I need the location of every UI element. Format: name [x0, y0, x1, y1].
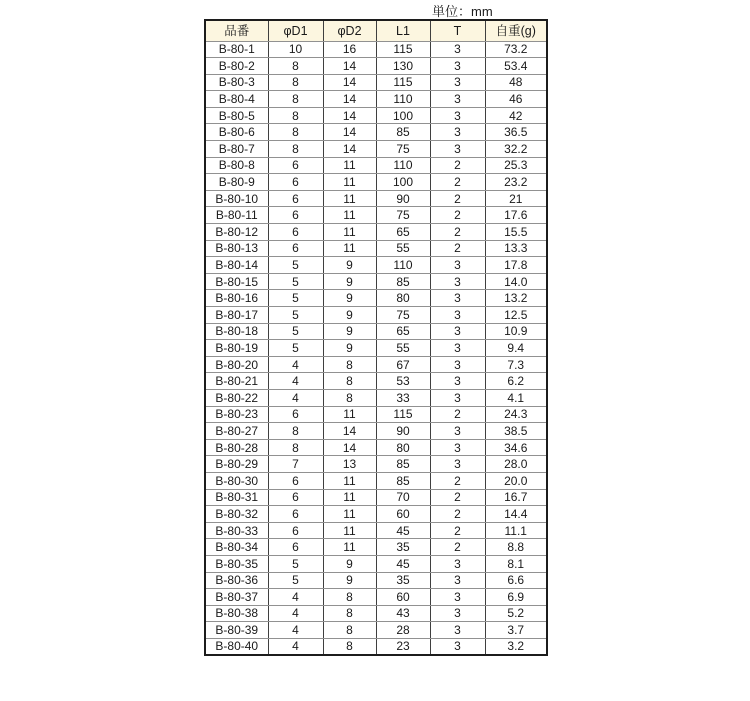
- table-cell: 21: [485, 190, 547, 207]
- table-cell: 3: [430, 572, 485, 589]
- table-cell: 4: [268, 373, 323, 390]
- table-cell: 38.5: [485, 423, 547, 440]
- table-row: [205, 340, 547, 357]
- table-cell: 33: [376, 389, 430, 406]
- table-cell: 130: [376, 58, 430, 75]
- table-cell: 17.6: [485, 207, 547, 224]
- table-cell: B-80-4: [205, 91, 268, 108]
- table-cell: 10.9: [485, 323, 547, 340]
- table-cell: 2: [430, 224, 485, 241]
- column-header-d1: φD1: [268, 20, 323, 41]
- table-cell: B-80-31: [205, 489, 268, 506]
- table-row: [205, 489, 547, 506]
- table-row: [205, 472, 547, 489]
- table-cell: 16: [323, 41, 376, 58]
- column-header-d2: φD2: [323, 20, 376, 41]
- table-cell: 3: [430, 356, 485, 373]
- table-cell: 14: [323, 58, 376, 75]
- table-cell: B-80-32: [205, 506, 268, 523]
- table-cell: 36.5: [485, 124, 547, 141]
- table-cell: 45: [376, 555, 430, 572]
- table-cell: 5: [268, 290, 323, 307]
- table-cell: B-80-33: [205, 522, 268, 539]
- table-cell: 9: [323, 257, 376, 274]
- table-cell: 48: [485, 74, 547, 91]
- table-row: [205, 373, 547, 390]
- table-cell: 3: [430, 273, 485, 290]
- table-cell: B-80-10: [205, 190, 268, 207]
- table-cell: B-80-22: [205, 389, 268, 406]
- table-cell: 11: [323, 522, 376, 539]
- table-cell: 115: [376, 406, 430, 423]
- table-cell: 6: [268, 522, 323, 539]
- table-cell: 80: [376, 439, 430, 456]
- table-cell: B-80-5: [205, 107, 268, 124]
- table-cell: 3: [430, 141, 485, 158]
- table-cell: 8: [268, 74, 323, 91]
- table-cell: 4: [268, 622, 323, 639]
- table-cell: B-80-9: [205, 174, 268, 191]
- table-cell: 8: [268, 423, 323, 440]
- table-cell: 9: [323, 340, 376, 357]
- table-cell: 8: [323, 389, 376, 406]
- table-cell: B-80-38: [205, 605, 268, 622]
- table-row: [205, 257, 547, 274]
- table-cell: 6: [268, 240, 323, 257]
- table-cell: 2: [430, 522, 485, 539]
- table-cell: 6: [268, 506, 323, 523]
- table-cell: 60: [376, 589, 430, 606]
- table-row: [205, 605, 547, 622]
- table-cell: 11: [323, 207, 376, 224]
- table-cell: B-80-36: [205, 572, 268, 589]
- column-header-part-number: 品番: [205, 20, 268, 41]
- table-cell: 13.3: [485, 240, 547, 257]
- table-cell: 11: [323, 472, 376, 489]
- table-row: [205, 157, 547, 174]
- table-cell: B-80-35: [205, 555, 268, 572]
- table-cell: 14: [323, 74, 376, 91]
- table-cell: 28.0: [485, 456, 547, 473]
- table-row: [205, 41, 547, 58]
- table-cell: 11: [323, 157, 376, 174]
- table-cell: 14: [323, 107, 376, 124]
- table-cell: 3: [430, 389, 485, 406]
- table-cell: 9: [323, 572, 376, 589]
- table-cell: 8: [323, 373, 376, 390]
- table-cell: 3: [430, 107, 485, 124]
- table-cell: 2: [430, 506, 485, 523]
- table-cell: 11: [323, 506, 376, 523]
- table-cell: 4: [268, 389, 323, 406]
- table-cell: 11: [323, 539, 376, 556]
- table-cell: 3: [430, 91, 485, 108]
- table-row: [205, 190, 547, 207]
- table-cell: 17.8: [485, 257, 547, 274]
- table-cell: 2: [430, 472, 485, 489]
- table-row: [205, 273, 547, 290]
- table-cell: 45: [376, 522, 430, 539]
- table-cell: 70: [376, 489, 430, 506]
- table-cell: B-80-29: [205, 456, 268, 473]
- table-body: [205, 41, 547, 655]
- table-cell: 75: [376, 141, 430, 158]
- table-cell: 75: [376, 207, 430, 224]
- table-cell: 55: [376, 340, 430, 357]
- table-cell: 110: [376, 91, 430, 108]
- table-cell: B-80-28: [205, 439, 268, 456]
- table-cell: 14: [323, 124, 376, 141]
- table-cell: 60: [376, 506, 430, 523]
- table-cell: 3: [430, 456, 485, 473]
- table-cell: 3: [430, 439, 485, 456]
- table-cell: 2: [430, 190, 485, 207]
- table-cell: 6.6: [485, 572, 547, 589]
- table-cell: 14: [323, 91, 376, 108]
- table-cell: 3: [430, 555, 485, 572]
- table-cell: 8: [323, 638, 376, 655]
- table-cell: 46: [485, 91, 547, 108]
- table-cell: 11: [323, 190, 376, 207]
- table-cell: 9: [323, 555, 376, 572]
- table-cell: B-80-16: [205, 290, 268, 307]
- table-cell: 43: [376, 605, 430, 622]
- table-cell: 8: [323, 589, 376, 606]
- table-cell: 9: [323, 290, 376, 307]
- table-cell: 5: [268, 555, 323, 572]
- table-row: [205, 406, 547, 423]
- table-cell: B-80-6: [205, 124, 268, 141]
- column-header-l1: L1: [376, 20, 430, 41]
- table-cell: 9.4: [485, 340, 547, 357]
- table-cell: 85: [376, 456, 430, 473]
- table-cell: 3: [430, 638, 485, 655]
- table-row: [205, 572, 547, 589]
- table-cell: 34.6: [485, 439, 547, 456]
- table-cell: B-80-13: [205, 240, 268, 257]
- table-cell: 5: [268, 273, 323, 290]
- table-cell: 3.7: [485, 622, 547, 639]
- table-cell: B-80-8: [205, 157, 268, 174]
- table-row: [205, 522, 547, 539]
- table-cell: 3: [430, 124, 485, 141]
- table-cell: 5: [268, 257, 323, 274]
- table-cell: 3: [430, 605, 485, 622]
- table-cell: 11: [323, 174, 376, 191]
- table-cell: 3: [430, 622, 485, 639]
- table-cell: 2: [430, 157, 485, 174]
- table-cell: 8: [268, 439, 323, 456]
- table-cell: 15.5: [485, 224, 547, 241]
- table-cell: 8: [323, 622, 376, 639]
- table-cell: 6: [268, 207, 323, 224]
- table-cell: 3: [430, 41, 485, 58]
- table-row: [205, 638, 547, 655]
- table-cell: 5: [268, 340, 323, 357]
- table-cell: B-80-14: [205, 257, 268, 274]
- table-cell: 80: [376, 290, 430, 307]
- table-cell: B-80-20: [205, 356, 268, 373]
- table-cell: 4: [268, 638, 323, 655]
- table-cell: 16.7: [485, 489, 547, 506]
- table-cell: 3: [430, 589, 485, 606]
- table-cell: 5.2: [485, 605, 547, 622]
- table-header-row: [205, 20, 547, 41]
- table-row: [205, 240, 547, 257]
- table-cell: 2: [430, 174, 485, 191]
- table-cell: 24.3: [485, 406, 547, 423]
- table-cell: 55: [376, 240, 430, 257]
- table-cell: B-80-2: [205, 58, 268, 75]
- table-cell: 3: [430, 74, 485, 91]
- table-cell: B-80-19: [205, 340, 268, 357]
- table-cell: 3: [430, 58, 485, 75]
- table-cell: 3: [430, 290, 485, 307]
- table-cell: 8.1: [485, 555, 547, 572]
- table-cell: 5: [268, 307, 323, 324]
- table-cell: 3: [430, 257, 485, 274]
- table-cell: 2: [430, 489, 485, 506]
- table-cell: 4.1: [485, 389, 547, 406]
- table-cell: B-80-7: [205, 141, 268, 158]
- table-cell: 3.2: [485, 638, 547, 655]
- table-cell: 11: [323, 406, 376, 423]
- table-cell: 7.3: [485, 356, 547, 373]
- table-cell: 85: [376, 124, 430, 141]
- table-cell: B-80-39: [205, 622, 268, 639]
- table-row: [205, 356, 547, 373]
- table-cell: 75: [376, 307, 430, 324]
- table-cell: 14: [323, 423, 376, 440]
- table-row: [205, 141, 547, 158]
- table-cell: 8: [268, 124, 323, 141]
- table-cell: 14: [323, 439, 376, 456]
- table-cell: B-80-40: [205, 638, 268, 655]
- table-row: [205, 107, 547, 124]
- table-cell: B-80-30: [205, 472, 268, 489]
- table-cell: 2: [430, 207, 485, 224]
- table-cell: 53.4: [485, 58, 547, 75]
- table-cell: 35: [376, 572, 430, 589]
- table-cell: 6: [268, 489, 323, 506]
- table-cell: 11: [323, 489, 376, 506]
- table-cell: B-80-1: [205, 41, 268, 58]
- table-cell: 5: [268, 572, 323, 589]
- table-cell: 8: [268, 107, 323, 124]
- table-cell: 9: [323, 323, 376, 340]
- table-cell: 65: [376, 224, 430, 241]
- table-cell: 90: [376, 423, 430, 440]
- table-cell: 13.2: [485, 290, 547, 307]
- table-cell: 10: [268, 41, 323, 58]
- table-cell: 6: [268, 174, 323, 191]
- table-cell: 6: [268, 157, 323, 174]
- table-cell: 42: [485, 107, 547, 124]
- table-row: [205, 589, 547, 606]
- table-row: [205, 58, 547, 75]
- table-cell: B-80-21: [205, 373, 268, 390]
- table-cell: 23: [376, 638, 430, 655]
- table-cell: 8: [268, 91, 323, 108]
- table-cell: 3: [430, 323, 485, 340]
- table-cell: 6: [268, 406, 323, 423]
- table-cell: B-80-23: [205, 406, 268, 423]
- column-header-weight: 自重(g): [485, 20, 547, 41]
- table-row: [205, 307, 547, 324]
- table-cell: 90: [376, 190, 430, 207]
- table-cell: 11.1: [485, 522, 547, 539]
- table-cell: 14.4: [485, 506, 547, 523]
- table-cell: 11: [323, 240, 376, 257]
- table-cell: 67: [376, 356, 430, 373]
- table-row: [205, 174, 547, 191]
- table-row: [205, 323, 547, 340]
- table-cell: B-80-15: [205, 273, 268, 290]
- table-cell: 6.9: [485, 589, 547, 606]
- table-cell: 4: [268, 605, 323, 622]
- table-row: [205, 439, 547, 456]
- table-row: [205, 506, 547, 523]
- table-cell: 25.3: [485, 157, 547, 174]
- table-cell: 9: [323, 307, 376, 324]
- table-cell: 8: [323, 605, 376, 622]
- table-row: [205, 423, 547, 440]
- table-row: [205, 224, 547, 241]
- table-cell: 3: [430, 340, 485, 357]
- table-row: [205, 74, 547, 91]
- table-row: [205, 389, 547, 406]
- table-row: [205, 539, 547, 556]
- table-cell: 14: [323, 141, 376, 158]
- table-cell: 20.0: [485, 472, 547, 489]
- table-cell: 2: [430, 539, 485, 556]
- table-cell: 115: [376, 41, 430, 58]
- table-cell: 11: [323, 224, 376, 241]
- table-cell: B-80-3: [205, 74, 268, 91]
- table-cell: 110: [376, 257, 430, 274]
- table-cell: B-80-27: [205, 423, 268, 440]
- table-cell: 115: [376, 74, 430, 91]
- table-cell: 73.2: [485, 41, 547, 58]
- table-cell: 6.2: [485, 373, 547, 390]
- table-cell: B-80-17: [205, 307, 268, 324]
- table-cell: 3: [430, 373, 485, 390]
- table-row: [205, 456, 547, 473]
- table-cell: 32.2: [485, 141, 547, 158]
- table-cell: 6: [268, 224, 323, 241]
- table-cell: B-80-18: [205, 323, 268, 340]
- table-cell: 53: [376, 373, 430, 390]
- table-cell: 9: [323, 273, 376, 290]
- table-cell: 8.8: [485, 539, 547, 556]
- table-row: [205, 622, 547, 639]
- table-row: [205, 555, 547, 572]
- table-cell: 4: [268, 589, 323, 606]
- table-row: [205, 207, 547, 224]
- table-cell: 100: [376, 107, 430, 124]
- table-cell: 12.5: [485, 307, 547, 324]
- table-cell: B-80-37: [205, 589, 268, 606]
- table-cell: 85: [376, 273, 430, 290]
- table-cell: 14.0: [485, 273, 547, 290]
- table-cell: 28: [376, 622, 430, 639]
- table-cell: 13: [323, 456, 376, 473]
- table-cell: 110: [376, 157, 430, 174]
- table-cell: 6: [268, 472, 323, 489]
- table-cell: 7: [268, 456, 323, 473]
- table-cell: 4: [268, 356, 323, 373]
- table-cell: 6: [268, 539, 323, 556]
- table-cell: 2: [430, 240, 485, 257]
- table-cell: 8: [323, 356, 376, 373]
- table-cell: B-80-11: [205, 207, 268, 224]
- table-cell: 8: [268, 58, 323, 75]
- table-cell: 2: [430, 406, 485, 423]
- unit-label: 単位：mm: [432, 4, 493, 19]
- table-cell: 23.2: [485, 174, 547, 191]
- table-cell: 3: [430, 307, 485, 324]
- table-cell: 6: [268, 190, 323, 207]
- table-row: [205, 290, 547, 307]
- table-cell: 8: [268, 141, 323, 158]
- table-cell: 5: [268, 323, 323, 340]
- column-header-t: T: [430, 20, 485, 41]
- table-row: [205, 124, 547, 141]
- table-cell: 3: [430, 423, 485, 440]
- table-cell: 85: [376, 472, 430, 489]
- table-cell: 65: [376, 323, 430, 340]
- table-cell: B-80-12: [205, 224, 268, 241]
- table-cell: 35: [376, 539, 430, 556]
- spec-table: [204, 19, 548, 656]
- table-row: [205, 91, 547, 108]
- table-cell: B-80-34: [205, 539, 268, 556]
- table-cell: 100: [376, 174, 430, 191]
